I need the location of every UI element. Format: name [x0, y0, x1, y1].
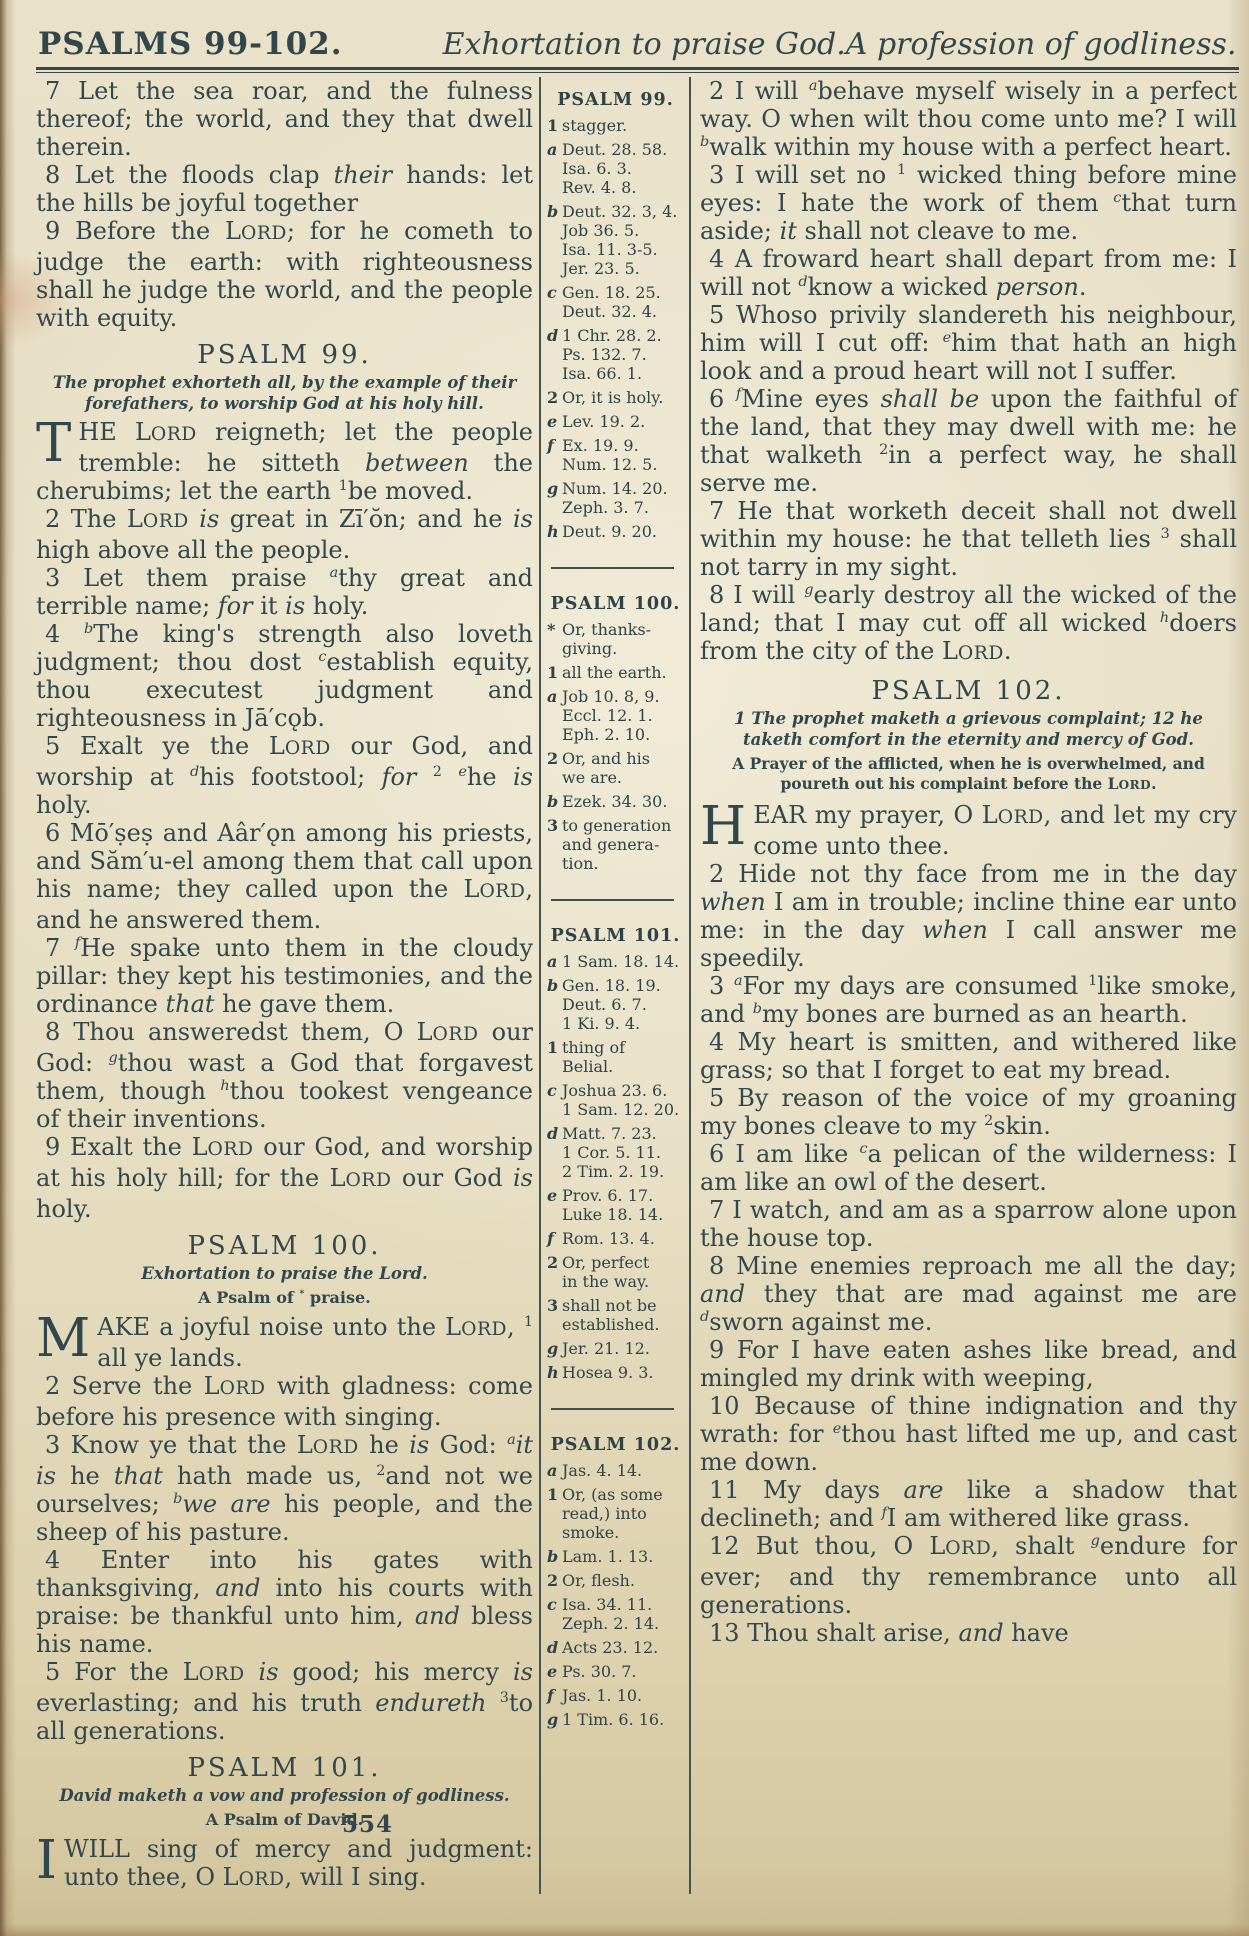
left-text-column [36, 77, 533, 1894]
cross-reference [547, 1363, 684, 1382]
verse: 9 For I have eaten ashes like bread, and mingled my drink with weeping, [700, 1336, 1237, 1392]
reference-text: thing of Belial. [562, 1038, 626, 1076]
reference-text: Or, flesh. [562, 1571, 635, 1590]
verse: 12 But thou, O LORD, shalt $^g$endure for ever; and thy remembrance unto all generations. [700, 1532, 1238, 1619]
reference-text: 1 Chr. 28. 2. Ps. 132. 7. Isa. 66. 1. [562, 326, 662, 383]
psalm-title: PSALM 102. [871, 676, 1066, 706]
cross-reference [547, 1638, 684, 1657]
reference-marker: g [547, 479, 559, 498]
reference-text: Or, (as some read,) into smoke. [562, 1485, 663, 1542]
verse: 10 Because of thine indignation and thy wrath: for $^e$thou hast lifted me up, and cast me down. [700, 1392, 1237, 1476]
reference-text: shall not be established. [562, 1296, 660, 1334]
reference-divider-rule [551, 899, 674, 901]
cross-reference [547, 1124, 684, 1181]
reference-text: Matt. 7. 23. 1 Cor. 5. 11. 2 Tim. 2. 19. [562, 1124, 665, 1181]
verse: 3 Know ye that the LORD he is God: $^a$it is he that hath made us, $^2$and not we ourselves; $^b$we are his people, and the sheep of his pasture. [36, 1431, 534, 1546]
reference-text: Gen. 18. 25. Deut. 32. 4. [562, 283, 661, 321]
verse: 9 Exalt the LORD our God, and worship at his holy hill; for the LORD our God is holy. [36, 1133, 533, 1223]
drop-cap: M [36, 1308, 91, 1369]
reference-marker: b [547, 976, 559, 995]
reference-marker: h [547, 1363, 559, 1382]
reference-marker: a [547, 140, 558, 159]
cross-reference [547, 412, 684, 431]
cross-reference [547, 1485, 684, 1542]
reference-text: Ezek. 34. 30. [562, 792, 668, 811]
reference-text: Or, thanks- giving. [562, 620, 652, 658]
reference-marker: f [547, 1686, 554, 1705]
reference-marker: c [547, 283, 557, 302]
reference-text: 1 Sam. 18. 14. [562, 952, 680, 971]
cross-reference [547, 976, 684, 1033]
cross-reference [547, 687, 684, 744]
cross-reference [547, 1547, 684, 1566]
verse: 7 Let the sea roar, and the fulness thereof; the world, and they that dwell therein. [36, 77, 533, 161]
text-columns [36, 77, 1239, 1894]
verse: 4 My heart is smitten, and withered like grass; so that I forget to eat my bread. [700, 1028, 1237, 1084]
cross-reference-column [539, 77, 691, 1894]
verse: 2 Serve the LORD with gladness: come before his presence with singing. [36, 1372, 533, 1431]
reference-marker: f [547, 1229, 554, 1248]
cross-reference [547, 1710, 684, 1729]
header-rule [36, 67, 1239, 73]
reference-text: Num. 14. 20. Zeph. 3. 7. [562, 479, 668, 517]
verse: 5 For the LORD is good; his mercy is everlasting; and his truth endureth $^3$to all generations. [36, 1658, 534, 1745]
cross-reference [547, 816, 684, 873]
reference-text: Rom. 13. 4. [562, 1229, 655, 1248]
reference-marker: d [547, 326, 559, 345]
psalm-subtitle: A Psalm of * praise. [198, 1288, 371, 1307]
reference-text: Lev. 19. 2. [562, 412, 646, 431]
chapter-range-title: PSALMS 99-102. [38, 26, 343, 62]
verse: 3 I will set no $^1$ wicked thing before mine eyes: I hate the work of them $^c$that turn aside; it shall not cleave to me. [700, 161, 1237, 245]
cross-reference [547, 116, 684, 135]
verse: 5 By reason of the voice of my groaning my bones cleave to my $^2$skin. [700, 1084, 1237, 1140]
page-header [36, 26, 1239, 62]
reference-marker: * [547, 620, 556, 639]
verse: 6 I am like $^c$a pelican of the wilderness: I am like an owl of the desert. [700, 1140, 1237, 1196]
reference-psalm-title: PSALM 101. [550, 926, 681, 946]
cross-reference [547, 283, 684, 321]
reference-text: Job 10. 8, 9. Eccl. 12. 1. Eph. 2. 10. [562, 687, 660, 744]
reference-marker: 1 [547, 663, 559, 682]
verse: I WILL sing of mercy and judgment: unto thee, O LORD, will I sing. [36, 1830, 533, 1891]
reference-marker: 1 [547, 116, 559, 135]
reference-marker: b [547, 202, 559, 221]
verse: 3 $^a$For my days are consumed $^1$like smoke, and $^b$my bones are burned as an hearth. [700, 972, 1238, 1028]
reference-divider-rule [551, 567, 674, 569]
verse: 4 Enter into his gates with thanksgiving, and into his courts with praise: be thankful unto him, and bless his name. [36, 1546, 533, 1658]
reference-psalm-title: PSALM 99. [557, 90, 674, 110]
reference-text: Deut. 9. 20. [562, 522, 657, 541]
reference-text: 1 Tim. 6. 16. [562, 1710, 665, 1729]
verse: 7 $^f$He spake unto them in the cloudy pillar: they kept his testimonies, and the ordinance that he gave them. [36, 934, 533, 1018]
reference-text: to generation and genera- tion. [562, 816, 672, 873]
cross-reference [547, 1595, 684, 1633]
psalm-argument: Exhortation to praise the Lord. [141, 1264, 428, 1283]
running-head-left: Exhortation to praise God. [442, 27, 846, 62]
cross-reference [547, 1461, 684, 1480]
reference-text: Or, perfect in the way. [562, 1253, 650, 1291]
reference-text: Hosea 9. 3. [562, 1363, 654, 1382]
verse: 8 I will $^g$early destroy all the wicked of the land; that I may cut off all wicked $^h$doers from the city of the LORD. [700, 581, 1237, 665]
reference-marker: g [547, 1710, 559, 1729]
verse: 2 The LORD is great in Zī′ŏn; and he is high above all the people. [36, 505, 533, 564]
verse: 5 Whoso privily slandereth his neighbour, him will I cut off: $^e$him that hath an high look and a proud heart will not I suffer. [700, 301, 1238, 385]
reference-marker: b [547, 792, 559, 811]
verse: 8 Mine enemies reproach me all the day; and they that are mad against me are $^d$sworn against me. [700, 1252, 1237, 1336]
reference-marker: 2 [547, 1253, 559, 1272]
psalm-argument: David maketh a vow and profession of godliness. [59, 1786, 510, 1805]
reference-text: Deut. 32. 3, 4. Job 36. 5. Isa. 11. 3-5. Jer. 23. 5. [562, 202, 678, 278]
cross-reference [547, 1296, 684, 1334]
verse: 11 My days are like a shadow that declineth; and $^f$I am withered like grass. [700, 1476, 1238, 1532]
verse: 4 A froward heart shall depart from me: I will not $^d$know a wicked person. [700, 245, 1237, 301]
reference-text: Or, and his we are. [562, 749, 650, 787]
cross-reference [547, 749, 684, 787]
cross-reference [547, 479, 684, 517]
reference-text: Lam. 1. 13. [562, 1547, 654, 1566]
cross-reference [547, 1186, 684, 1224]
cross-reference [547, 1686, 684, 1705]
cross-reference [547, 1662, 684, 1681]
reference-text: Jas. 1. 10. [562, 1686, 643, 1705]
reference-marker: e [547, 1186, 558, 1205]
verse: 5 Exalt ye the LORD our God, and worship at $^d$his footstool; for $^2$ $^e$he is holy. [36, 732, 533, 819]
reference-text: Ex. 19. 9. Num. 12. 5. [562, 436, 658, 474]
reference-text: stagger. [562, 116, 628, 135]
cross-reference [547, 952, 684, 971]
drop-cap: T [36, 413, 72, 474]
reference-text: all the earth. [562, 663, 667, 682]
reference-psalm-title: PSALM 100. [550, 594, 681, 614]
verse: MAKE a joyful noise unto the LORD, $^1$ all ye lands. [36, 1308, 533, 1372]
verse: 3 Let them praise $^a$thy great and terrible name; for it is holy. [36, 564, 533, 620]
verse: HEAR my prayer, O LORD, and let my cry come unto thee. [700, 796, 1237, 860]
reference-text: Acts 23. 12. [562, 1638, 659, 1657]
reference-marker: g [547, 1339, 559, 1358]
reference-text: Ps. 30. 7. [562, 1662, 637, 1681]
cross-reference [547, 202, 684, 278]
cross-reference [547, 388, 684, 407]
verse: 2 Hide not thy face from me in the day when I am in trouble; incline thine ear unto me: in the day when I call answer me speedily. [700, 860, 1238, 972]
psalm-argument: 1 The prophet maketh a grievous complaint; 12 he taketh comfort in the eternity and mercy of God. [734, 709, 1203, 749]
cross-reference [547, 620, 684, 658]
reference-marker: a [547, 952, 558, 971]
reference-marker: 2 [547, 1571, 559, 1590]
verse: 8 Let the floods clap their hands: let the hills be joyful together [36, 161, 533, 217]
psalm-title: PSALM 99. [197, 340, 372, 370]
verse: 8 Thou answeredst them, O LORD our God: $^g$thou wast a God that forgavest them, though $^h$thou tookest vengeance of their inventions. [36, 1018, 534, 1133]
reference-marker: 1 [547, 1038, 559, 1057]
reference-text: Deut. 28. 58. Isa. 6. 3. Rev. 4. 8. [562, 140, 668, 197]
reference-marker: c [547, 1081, 557, 1100]
cross-reference [547, 436, 684, 474]
psalm-subtitle: A Psalm of David. [205, 1810, 364, 1829]
cross-reference [547, 1038, 684, 1076]
verse: 7 He that worketh deceit shall not dwell within my house: he that telleth lies $^3$ shall not tarry in my sight. [700, 497, 1238, 581]
psalm-inscription: A Prayer of the afflicted, when he is overwhelmed, and poureth out his complaint before the LORD. [732, 754, 1205, 793]
reference-marker: d [547, 1124, 559, 1143]
reference-marker: e [547, 412, 558, 431]
reference-marker: e [547, 1662, 558, 1681]
reference-marker: d [547, 1638, 559, 1657]
reference-text: Or, it is holy. [562, 388, 664, 407]
verse: 9 Before the LORD; for he cometh to judge the earth: with righteousness shall he judge the world, and the people with equity. [36, 217, 533, 332]
reference-text: Jas. 4. 14. [562, 1461, 643, 1480]
cross-reference [547, 663, 684, 682]
cross-reference [547, 1081, 684, 1119]
cross-reference [547, 1339, 684, 1358]
verse: 7 I watch, and am as a sparrow alone upon the house top. [700, 1196, 1237, 1252]
reference-marker: 2 [547, 388, 559, 407]
drop-cap: H [700, 796, 747, 857]
drop-cap: I [36, 1830, 57, 1891]
cross-reference [547, 1571, 684, 1590]
verse: 6 Mō′ṣeṣ and Aâr′ǫn among his priests, and Săm′u-el among them that call upon his name; they called upon the LORD, and he answered them. [36, 819, 533, 934]
verse: 2 I will $^a$behave myself wisely in a perfect way. O when wilt thou come unto me? I will $^b$walk within my house with a perfect heart. [700, 77, 1237, 161]
cross-reference [547, 522, 684, 541]
cross-reference [547, 140, 684, 197]
verse: 4 $^b$The king's strength also loveth judgment; thou dost $^c$establish equity, thou executest judgment and righteousness in Jā′cǫb. [36, 620, 534, 732]
verse: 6 $^f$Mine eyes shall be upon the faithful of the land, that they may dwell with me: he that walketh $^2$in a perfect way, he shall serve me. [700, 385, 1237, 497]
reference-text: Isa. 34. 11. Zeph. 2. 14. [562, 1595, 660, 1633]
running-head-right: A profession of godliness. [845, 27, 1237, 62]
verse: THE LORD reigneth; let the people tremble: he sitteth between the cherubims; let the earth $^1$be moved. [36, 413, 534, 505]
cross-reference [547, 1253, 684, 1291]
reference-marker: 3 [547, 1296, 559, 1315]
cross-reference [547, 1229, 684, 1248]
psalm-argument: The prophet exhorteth all, by the example of their forefathers, to worship God at his holy hill. [52, 373, 517, 413]
reference-divider-rule [551, 1408, 674, 1410]
reference-text: Prov. 6. 17. Luke 18. 14. [562, 1186, 664, 1224]
reference-marker: a [547, 1461, 558, 1480]
reference-text: Joshua 23. 6. 1 Sam. 12. 20. [562, 1081, 680, 1119]
reference-marker: h [547, 522, 559, 541]
psalm-title: PSALM 101. [187, 1753, 382, 1783]
reference-text: Jer. 21. 12. [562, 1339, 650, 1358]
right-text-column [691, 77, 1239, 1894]
reference-marker: 3 [547, 816, 559, 835]
cross-reference [547, 792, 684, 811]
reference-psalm-title: PSALM 102. [550, 1435, 681, 1455]
reference-marker: 1 [547, 1485, 559, 1504]
psalm-title: PSALM 100. [187, 1231, 382, 1261]
reference-marker: a [547, 687, 558, 706]
page-number: 554 [342, 1811, 394, 1838]
reference-marker: c [547, 1595, 557, 1614]
reference-marker: 2 [547, 749, 559, 768]
reference-text: Gen. 18. 19. Deut. 6. 7. 1 Ki. 9. 4. [562, 976, 661, 1033]
cross-reference [547, 326, 684, 383]
reference-marker: b [547, 1547, 559, 1566]
reference-marker: f [547, 436, 554, 455]
verse: 13 Thou shalt arise, and have [709, 1619, 1069, 1647]
